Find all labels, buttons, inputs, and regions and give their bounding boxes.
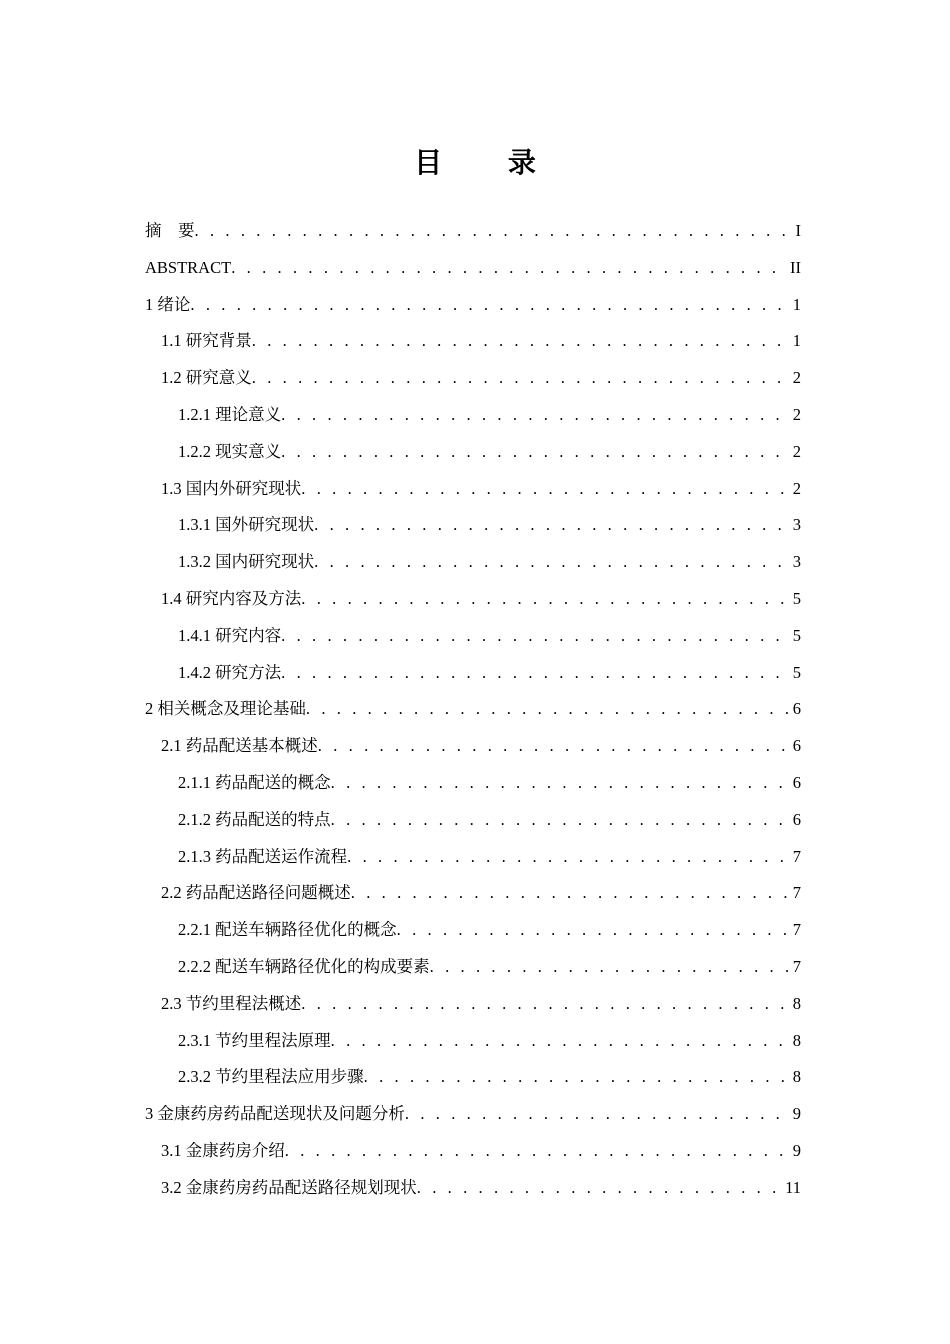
page-title: 目 录 (414, 146, 564, 179)
toc-dot-leader (417, 1170, 783, 1207)
toc-page-number: 9 (792, 1104, 801, 1124)
toc-page-number: 5 (792, 662, 801, 682)
toc-dot-leader (231, 250, 788, 287)
toc-dot-leader (281, 655, 791, 692)
toc-page-number: 5 (792, 625, 801, 645)
toc-entry[interactable] (145, 986, 801, 1023)
toc-dot-leader (285, 1133, 791, 1170)
toc-page-number: 1 (792, 331, 801, 351)
toc-entry-label: 1.2.1 理论意义 (178, 404, 282, 424)
toc-page-number: 6 (792, 809, 801, 829)
toc-dot-leader (405, 1096, 791, 1133)
toc-entry-label: 1.3 国内外研究现状 (161, 478, 302, 498)
toc-page-number: 8 (792, 1067, 801, 1087)
toc-page-number: 7 (792, 846, 801, 866)
toc-entry[interactable] (145, 250, 801, 287)
toc-entry-label: 1.2.2 现实意义 (178, 441, 282, 461)
toc-page-number: 8 (792, 993, 801, 1013)
toc-page-number: 6 (792, 736, 801, 756)
toc-entry-label: 2.1.2 药品配送的特点 (178, 809, 331, 829)
toc-page-number: 2 (792, 368, 801, 388)
toc-page-number: 2 (792, 478, 801, 498)
toc-entry[interactable] (145, 397, 801, 434)
toc-dot-leader (281, 397, 791, 434)
toc-dot-leader (331, 802, 791, 839)
toc-entry-label: 1.4 研究内容及方法 (161, 588, 302, 608)
toc-dot-leader (252, 323, 791, 360)
toc-entry[interactable] (145, 434, 801, 471)
toc-entry[interactable] (145, 691, 801, 728)
toc-entry-label: 2.1 药品配送基本概述 (161, 736, 318, 756)
toc-entry-label: 2.2.1 配送车辆路径优化的概念 (178, 920, 397, 940)
toc-page-number: 2 (792, 441, 801, 461)
toc-dot-leader (195, 213, 794, 250)
toc-entry-label: 1.2 研究意义 (161, 368, 252, 388)
toc-entry[interactable] (145, 1059, 801, 1096)
toc-entry[interactable] (145, 912, 801, 949)
toc-entry-label: 3.1 金康药房介绍 (161, 1140, 285, 1160)
toc-dot-leader (306, 691, 791, 728)
toc-page-number: 6 (792, 772, 801, 792)
toc-entry[interactable] (145, 1023, 801, 1060)
toc-entry[interactable] (145, 802, 801, 839)
toc-page-number: 3 (792, 515, 801, 535)
toc-entry-label: 摘 要 (145, 221, 195, 240)
toc-entry[interactable] (145, 728, 801, 765)
toc-page-number: 11 (785, 1177, 801, 1197)
toc-dot-leader (318, 728, 791, 765)
toc-entry-label: 2.1.3 药品配送运作流程 (178, 846, 348, 866)
toc-entry[interactable] (145, 1096, 801, 1133)
toc-entry-label: ABSTRACT (145, 257, 232, 277)
toc-entry-label: 2.3.1 节约里程法原理 (178, 1030, 331, 1050)
toc-entry-label: 3.2 金康药房药品配送路径规划现状 (161, 1177, 417, 1197)
toc-entry[interactable] (145, 875, 801, 912)
toc-page-number: 8 (792, 1030, 801, 1050)
toc-page-number: 7 (792, 956, 801, 976)
toc-entry-label: 2.1.1 药品配送的概念 (178, 772, 331, 792)
toc-dot-leader (331, 765, 791, 802)
toc-entry[interactable] (145, 507, 801, 544)
toc-entry-label: 3 金康药房药品配送现状及问题分析 (145, 1104, 405, 1124)
toc-entry[interactable] (145, 839, 801, 876)
toc-entry[interactable] (145, 655, 801, 692)
toc-page-number: 9 (792, 1140, 801, 1160)
toc-entry-label: 2.3 节约里程法概述 (161, 993, 302, 1013)
toc-entry[interactable] (145, 471, 801, 508)
toc-entry[interactable] (145, 581, 801, 618)
toc-entry-label: 2.2.2 配送车辆路径优化的构成要素 (178, 956, 430, 976)
toc-page-number: 3 (792, 552, 801, 572)
toc-entry[interactable] (145, 287, 801, 324)
toc-entry-label: 2.2 药品配送路径问题概述 (161, 883, 351, 903)
toc-entry[interactable] (145, 323, 801, 360)
toc-dot-leader (314, 507, 791, 544)
toc-entry-label: 1.1 研究背景 (161, 331, 252, 351)
toc-entry[interactable] (145, 360, 801, 397)
toc-dot-leader (301, 471, 791, 508)
toc-dot-leader (364, 1059, 791, 1096)
toc-entry[interactable] (145, 765, 801, 802)
toc-dot-leader (351, 875, 791, 912)
toc-dot-leader (331, 1023, 791, 1060)
toc-entry-label: 1 绪论 (145, 294, 191, 314)
toc-entry-label: 2.3.2 节约里程法应用步骤 (178, 1067, 364, 1087)
table-of-contents (145, 213, 801, 1207)
toc-entry[interactable] (145, 618, 801, 655)
toc-entry[interactable] (145, 213, 801, 250)
toc-dot-leader (301, 581, 791, 618)
toc-page-number: 1 (792, 294, 801, 314)
toc-entry[interactable] (145, 544, 801, 581)
toc-entry[interactable] (145, 1170, 801, 1207)
toc-dot-leader (397, 912, 791, 949)
toc-page-number: 5 (792, 588, 801, 608)
toc-dot-leader (301, 986, 791, 1023)
toc-dot-leader (281, 618, 791, 655)
toc-page-number: 7 (792, 883, 801, 903)
toc-entry-label: 1.3.2 国内研究现状 (178, 552, 315, 572)
toc-page-number: I (795, 221, 801, 240)
toc-entry[interactable] (145, 949, 801, 986)
toc-entry-label: 1.3.1 国外研究现状 (178, 515, 315, 535)
toc-page-number: 2 (792, 404, 801, 424)
toc-dot-leader (190, 287, 790, 324)
toc-entry-label: 1.4.2 研究方法 (178, 662, 282, 682)
toc-page-number: 6 (792, 699, 801, 719)
toc-dot-leader (252, 360, 791, 397)
toc-entry-label: 1.4.1 研究内容 (178, 625, 282, 645)
toc-page-number: II (790, 257, 801, 277)
toc-dot-leader (430, 949, 791, 986)
toc-dot-leader (281, 434, 791, 471)
toc-entry[interactable] (145, 1133, 801, 1170)
toc-entry-label: 2 相关概念及理论基础 (145, 699, 306, 719)
toc-dot-leader (314, 544, 791, 581)
toc-dot-leader (347, 839, 791, 876)
toc-page-number: 7 (792, 920, 801, 940)
